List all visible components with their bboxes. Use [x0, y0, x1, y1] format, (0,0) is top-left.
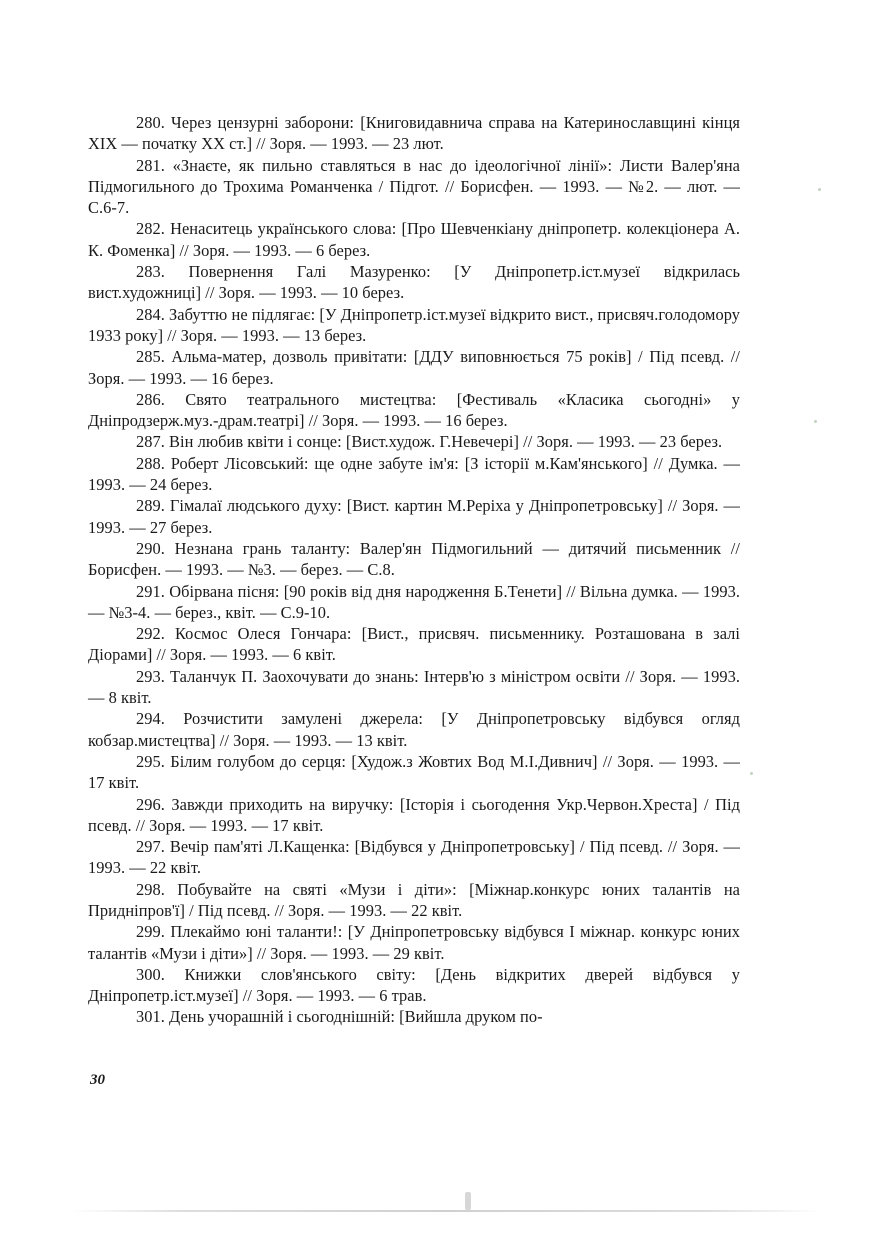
bibliography-entry-295: 295. Білим голубом до серця: [Худож.з Жовтих Вод М.І.Дивнич] // Зоря. — 1993. — 17 квіт. [88, 751, 740, 793]
bibliography-entry-285: 285. Альма-матер, дозволь привітати: [ДДУ виповнюється 75 років] / Під псевд. // Зоря. — 1993. — 16 берез. [88, 347, 740, 388]
bibliography-entry-284: 284. Забуттю не підлягає: [У Дніпропетр.іст.музеї відкрито вист., присвяч.голодомору 1933 року] // Зоря. — 1993. — 13 берез. [88, 304, 740, 345]
bibliography-entry-281: 281. «Знаєте, як пильно ставляться в нас до ідеологічної лінії»: Листи Валер'яна Підмогильного до Трохима Романченка / Підгот. // Борисфен. — 1993. — №2. — лют. — С.6-7. [88, 155, 740, 218]
bibliography-entry-283: 283. Повернення Галі Мазуренко: [У Дніпропетр.іст.музеї відкрилась вист.художниці] // Зоря. — 1993. — 10 берез. [88, 262, 740, 303]
bibliography-entry-282: 282. Ненаситець українського слова: [Про Шевченкіану дніпропетр. колекціонера А. К. Фоменка] // Зоря. — 1993. — 6 берез. [88, 219, 740, 260]
bibliography-entry-290: 290. Незнана грань таланту: Валер'ян Підмогильний — дитячий письменник // Борисфен. — 1993. — №3. — берез. — С.8. [88, 538, 740, 580]
page-number: 30 [90, 1072, 105, 1088]
bibliography-list [88, 112, 740, 1028]
scan-edge-line [70, 1210, 820, 1212]
scan-speck [814, 420, 817, 423]
bibliography-entry-287: 287. Він любив квіти і сонце: [Вист.худож. Г.Невечері] // Зоря. — 1993. — 23 берез. [136, 432, 723, 452]
scan-speck [818, 188, 821, 191]
bibliography-entry-298: 298. Побувайте на святі «Музи і діти»: [Міжнар.конкурс юних талантів на Придніпров'ї] / Під псевд. // Зоря. — 1993. — 22 квіт. [88, 879, 740, 920]
bibliography-entry-294: 294. Розчистити замулені джерела: [У Дніпропетровську відбувся огляд кобзар.мистецтва] // Зоря. — 1993. — 13 квіт. [88, 709, 740, 750]
bibliography-entry-300: 300. Книжки слов'янського світу: [День відкритих дверей відбувся у Дніпропетр.іст.музеї] // Зоря. — 1993. — 6 трав. [88, 964, 740, 1006]
bibliography-entry-293: 293. Таланчук П. Заохочувати до знань: Інтерв'ю з міністром освіти // Зоря. — 1993. — 8 квіт. [88, 666, 740, 708]
bibliography-entry-292: 292. Космос Олеся Гончара: [Вист., присвяч. письменнику. Розташована в залі Діорами] // Зоря. — 1993. — 6 квіт. [88, 624, 740, 665]
bibliography-entry-291: 291. Обірвана пісня: [90 років від дня народження Б.Тенети] // Вільна думка. — 1993. — №3-4. — берез., квіт. — С.9-10. [88, 581, 740, 622]
bibliography-entry-301: 301. День учорашній і сьогоднішній: [Вийшла друком по- [136, 1007, 543, 1027]
bibliography-entry-297: 297. Вечір пам'яті Л.Кащенка: [Відбувся у Дніпропетровську] / Під псевд. // Зоря. — 1993. — 22 квіт. [88, 837, 740, 878]
bibliography-entry-286: 286. Свято театрального мистецтва: [Фестиваль «Класика сьогодні» у Дніпродзерж.муз.-драм.театрі] // Зоря. — 1993. — 16 берез. [88, 389, 740, 431]
bibliography-entry-289: 289. Гімалаї людського духу: [Вист. картин М.Реріха у Дніпропетровську] // Зоря. — 1993. — 27 берез. [88, 496, 740, 537]
bibliography-entry-296: 296. Завжди приходить на виручку: [Історія і сьогодення Укр.Червон.Хреста] / Під псевд. // Зоря. — 1993. — 17 квіт. [88, 794, 740, 835]
bibliography-entry-280: 280. Через цензурні заборони: [Книговидавнича справа на Катеринославщині кінця XIX — початку XX ст.] // Зоря. — 1993. — 23 лют. [88, 113, 740, 154]
scan-speck [750, 772, 753, 775]
bibliography-entry-288: 288. Роберт Лісовський: ще одне забуте ім'я: [З історії м.Кам'янського] // Думка. — 1993. — 24 берез. [88, 453, 740, 495]
bibliography-entry-299: 299. Плекаймо юні таланти!: [У Дніпропетровську відбувся І міжнар. конкурс юних талантів «Музи і діти»] // Зоря. — 1993. — 29 квіт. [88, 922, 740, 963]
scan-artifact [465, 1192, 471, 1210]
